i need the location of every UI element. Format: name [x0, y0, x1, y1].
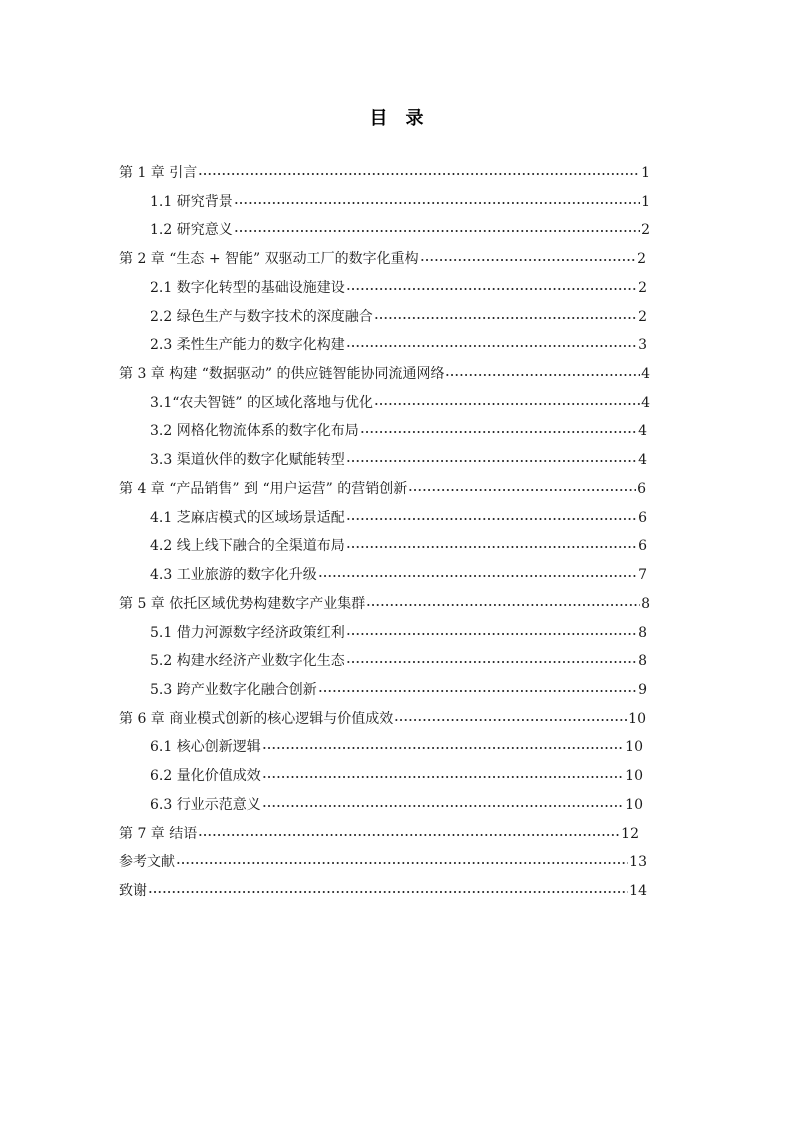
toc-entry-section-5-2[interactable] — [119, 650, 647, 679]
toc-entry-page: 1 — [641, 193, 650, 210]
toc-entry-page: 9 — [638, 681, 647, 698]
toc-entry-page: 2 — [638, 308, 647, 325]
toc-entry-section-4-1[interactable] — [119, 507, 647, 536]
toc-entry-page: 1 — [641, 165, 650, 181]
toc-entry-page: 10 — [625, 768, 643, 785]
toc-entry-label: 第 5 章 依托区域优势构建数字产业集群 — [119, 595, 366, 612]
dot-leader — [262, 737, 624, 751]
toc-entry-page: 4 — [638, 423, 647, 440]
toc-entry-label: 致谢 — [119, 882, 147, 899]
toc-entry-section-6-1[interactable] — [119, 736, 643, 765]
toc-entry-page: 12 — [621, 825, 639, 842]
toc-entry-section-6-2[interactable] — [119, 765, 643, 794]
toc-entry-page: 10 — [625, 739, 643, 756]
dot-leader — [445, 364, 640, 378]
toc-entry-section-4-3[interactable] — [119, 564, 647, 593]
toc-entry-section-3-1[interactable] — [119, 392, 650, 421]
dot-leader — [346, 536, 637, 550]
dot-leader — [318, 680, 637, 694]
page-title: 目录 — [369, 108, 442, 129]
dot-leader — [148, 881, 628, 895]
toc-entry-page: 10 — [628, 710, 646, 727]
toc-entry-page: 14 — [629, 882, 647, 899]
toc-entry-label: 3.1“农夫智链” 的区域化落地与优化 — [150, 394, 374, 411]
toc-entry-label: 第 4 章 “产品销售” 到 “用户运营” 的营销创新 — [119, 480, 408, 497]
toc-entry-label: 4.2 线上线下融合的全渠道布局 — [150, 538, 345, 555]
toc-entry-section-5-3[interactable] — [119, 679, 647, 708]
toc-entry-section-1-2[interactable] — [119, 219, 650, 248]
dot-leader — [262, 795, 624, 809]
toc-entry-label: 4.1 芝麻店模式的区域场景适配 — [150, 509, 345, 526]
toc-entry-page: 8 — [638, 624, 647, 641]
toc-entry-page: 10 — [625, 796, 643, 813]
dot-leader — [346, 508, 637, 522]
toc-entry-chapter-6[interactable] — [119, 708, 646, 737]
dot-leader — [360, 421, 637, 435]
dot-leader — [374, 307, 637, 321]
dot-leader — [346, 651, 637, 665]
toc-entry-label: 3.2 网格化物流体系的数字化布局 — [150, 423, 359, 440]
toc-entry-chapter-3[interactable] — [119, 363, 650, 392]
toc-entry-chapter-5[interactable] — [119, 593, 650, 622]
toc-entry-chapter-2[interactable] — [119, 248, 646, 277]
toc-entry-label: 6.1 核心创新逻辑 — [150, 739, 261, 756]
dot-leader — [366, 594, 640, 608]
dot-leader — [318, 565, 637, 579]
toc-entry-section-1-1[interactable] — [119, 191, 650, 220]
toc-entry-chapter-7[interactable] — [119, 823, 639, 852]
toc-entry-label: 3.3 渠道伙伴的数字化赋能转型 — [150, 452, 345, 469]
toc-entry-label: 2.2 绿色生产与数字技术的深度融合 — [150, 308, 373, 325]
toc-entry-page: 4 — [638, 452, 647, 469]
toc-entry-acknowledgements[interactable] — [119, 880, 647, 909]
toc-entry-label: 1.1 研究背景 — [150, 193, 233, 210]
toc-entry-label: 6.2 量化价值成效 — [150, 768, 261, 785]
toc-entry-page: 4 — [641, 394, 650, 411]
toc-entry-label: 2.3 柔性生产能力的数字化构建 — [150, 337, 345, 354]
toc-entry-chapter-4[interactable] — [119, 478, 646, 507]
toc-entry-label: 5.2 构建水经济产业数字化生态 — [150, 653, 345, 670]
table-of-contents — [119, 162, 652, 909]
toc-entry-page: 8 — [638, 653, 647, 670]
dot-leader — [346, 623, 637, 637]
toc-entry-page: 13 — [629, 854, 647, 871]
toc-entry-page: 2 — [641, 222, 650, 239]
toc-entry-section-4-2[interactable] — [119, 535, 647, 564]
toc-entry-label: 5.1 借力河源数字经济政策红利 — [150, 624, 345, 641]
toc-entry-label: 第 3 章 构建 “数据驱动” 的供应链智能协同流通网络 — [119, 366, 445, 383]
toc-entry-page: 3 — [638, 337, 647, 354]
toc-entry-page: 2 — [637, 251, 646, 268]
toc-entry-section-3-2[interactable] — [119, 420, 647, 449]
toc-entry-page: 4 — [641, 366, 650, 383]
toc-entry-page: 6 — [638, 509, 647, 526]
toc-entry-label: 4.3 工业旅游的数字化升级 — [150, 567, 317, 584]
dot-leader — [176, 852, 628, 866]
dot-leader — [234, 192, 640, 206]
toc-entry-label: 5.3 跨产业数字化融合创新 — [150, 681, 317, 698]
toc-entry-chapter-1[interactable] — [119, 162, 650, 191]
toc-entry-label: 第 2 章 “生态 + 智能” 双驱动工厂的数字化重构 — [119, 251, 419, 268]
toc-entry-section-3-3[interactable] — [119, 449, 647, 478]
dot-leader — [420, 249, 636, 263]
dot-leader — [262, 766, 624, 780]
toc-entry-label: 2.1 数字化转型的基础设施建设 — [150, 279, 345, 296]
toc-entry-references[interactable] — [119, 851, 647, 880]
dot-leader — [346, 450, 637, 464]
dot-leader — [234, 220, 640, 234]
dot-leader — [346, 278, 637, 292]
dot-leader — [394, 709, 627, 723]
toc-entry-page: 6 — [637, 480, 646, 497]
toc-entry-page: 8 — [641, 595, 650, 612]
toc-entry-section-6-3[interactable] — [119, 794, 643, 823]
toc-entry-label: 第 7 章 结语 — [119, 825, 198, 842]
toc-entry-label: 参考文献 — [119, 854, 175, 871]
toc-entry-label: 6.3 行业示范意义 — [150, 796, 261, 813]
dot-leader — [374, 393, 640, 407]
toc-entry-page: 7 — [638, 567, 647, 584]
toc-entry-page: 6 — [638, 538, 647, 555]
dot-leader — [408, 479, 636, 493]
toc-entry-label: 1.2 研究意义 — [150, 222, 233, 239]
toc-entry-section-2-2[interactable] — [119, 306, 647, 335]
toc-entry-label: 第 1 章 引言 — [119, 165, 198, 181]
dot-leader — [198, 824, 620, 838]
toc-entry-section-2-3[interactable] — [119, 334, 647, 363]
dot-leader — [198, 163, 640, 177]
toc-entry-page: 2 — [638, 279, 647, 296]
dot-leader — [346, 335, 637, 349]
toc-entry-section-5-1[interactable] — [119, 622, 647, 651]
toc-entry-label: 第 6 章 商业模式创新的核心逻辑与价值成效 — [119, 710, 394, 727]
toc-entry-section-2-1[interactable] — [119, 277, 647, 306]
